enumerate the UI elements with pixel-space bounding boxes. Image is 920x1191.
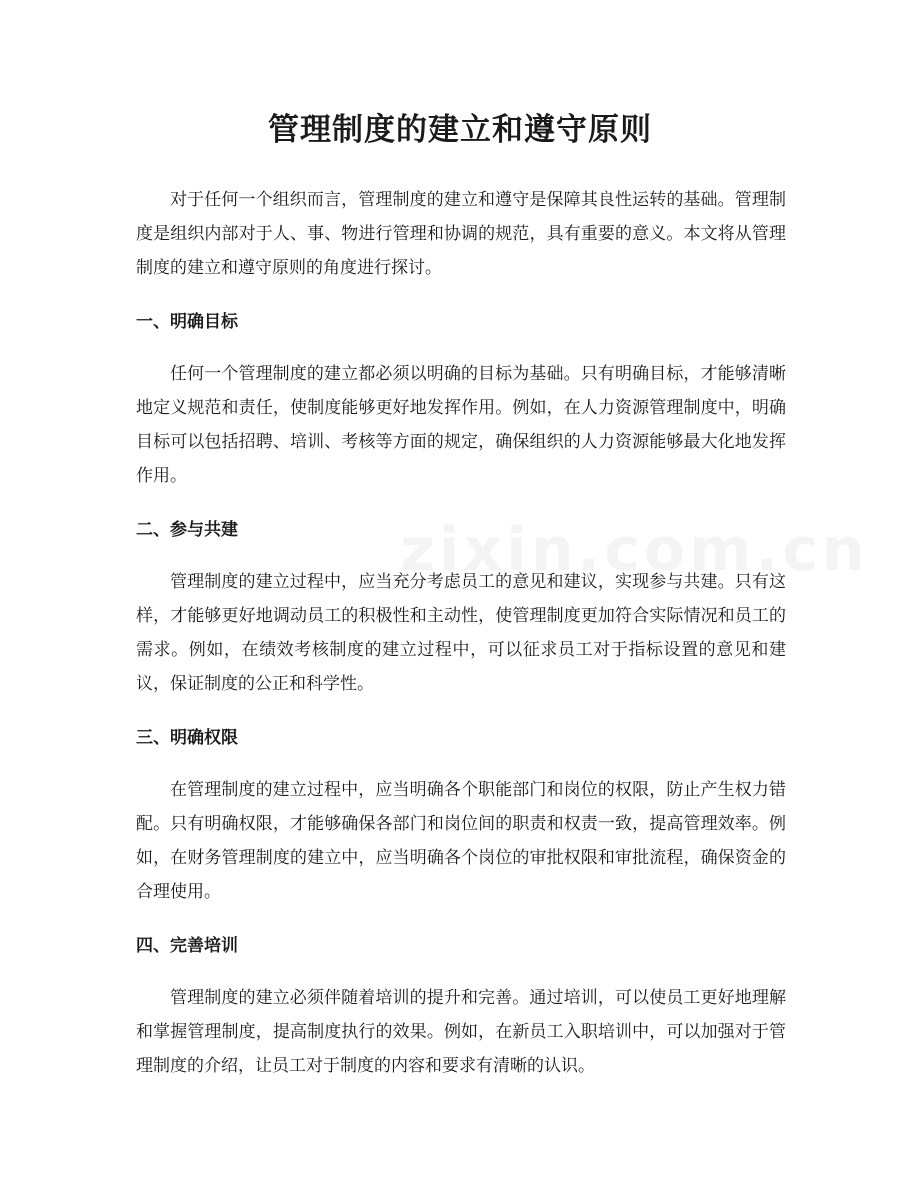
section-heading-2: 二、参与共建: [136, 520, 238, 540]
section-body-4: 管理制度的建立必须伴随着培训的提升和完善。通过培训，可以使员工更好地理解和掌握管理制度，提高制度执行的效果。例如，在新员工入职培训中，可以加强对于管理制度的介绍，让员工对于制度的内容和要求有清晰的认识。: [136, 988, 786, 1076]
section-heading-4: 四、完善培训: [136, 936, 238, 956]
section-heading-1: 一、明确目标: [136, 312, 238, 332]
section-heading-3: 三、明确权限: [136, 728, 238, 748]
intro-paragraph: 对于任何一个组织而言，管理制度的建立和遵守是保障其良性运转的基础。管理制度是组织内部对于人、事、物进行管理和协调的规范，具有重要的意义。本文将从管理制度的建立和遵守原则的角度进行探讨。: [136, 190, 786, 278]
section-body-3: 在管理制度的建立过程中，应当明确各个职能部门和岗位的权限，防止产生权力错配。只有明确权限，才能够确保各部门和岗位间的职责和权责一致，提高管理效率。例如，在财务管理制度的建立中，应当明确各个岗位的审批权限和审批流程，确保资金的合理使用。: [136, 780, 786, 902]
document-body: [136, 183, 786, 1083]
section-body-2: 管理制度的建立过程中，应当充分考虑员工的意见和建议，实现参与共建。只有这样，才能够更好地调动员工的积极性和主动性，使管理制度更加符合实际情况和员工的需求。例如，在绩效考核制度的建立过程中，可以征求员工对于指标设置的意见和建议，保证制度的公正和科学性。: [136, 572, 786, 694]
document-title: 管理制度的建立和遵守原则: [268, 112, 652, 148]
section-body-1: 任何一个管理制度的建立都必须以明确的目标为基础。只有明确目标，才能够清晰地定义规范和责任，使制度能够更好地发挥作用。例如，在人力资源管理制度中，明确目标可以包括招聘、培训、考核等方面的规定，确保组织的人力资源能够最大化地发挥作用。: [136, 364, 786, 486]
